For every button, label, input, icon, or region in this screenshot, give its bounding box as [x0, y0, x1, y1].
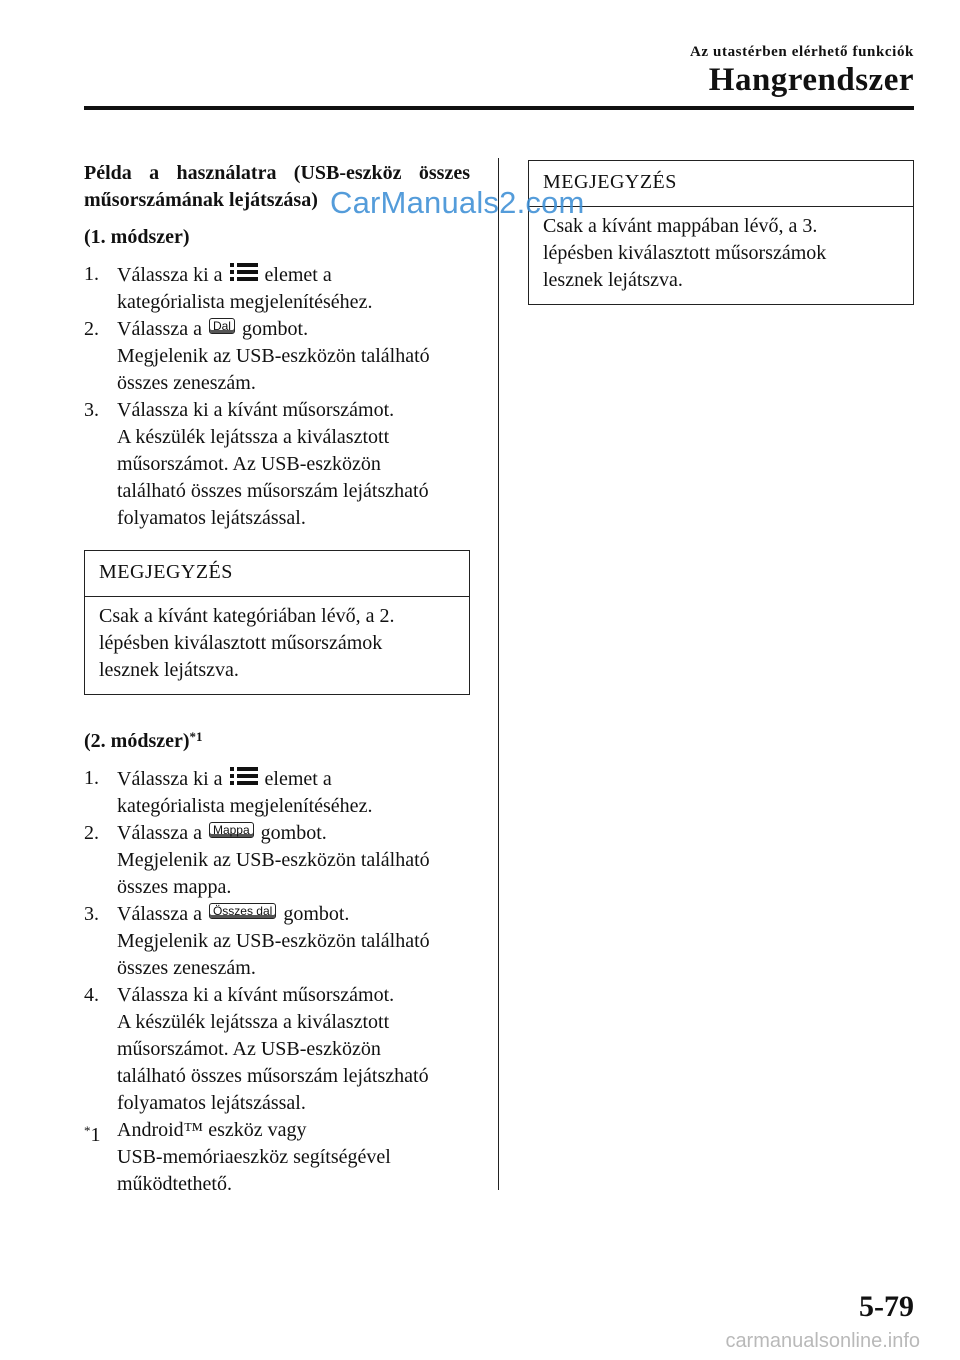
- note-line: Csak a kívánt mappában lévő, a 3.: [543, 215, 818, 237]
- footnote-line: USB-memóriaeszköz segítségével: [117, 1146, 391, 1168]
- step-line: található összes műsorszám lejátszható: [117, 1065, 429, 1087]
- step-first-line: Válassza ki a kívánt műsorszámot.: [117, 399, 395, 421]
- note-heading: MEGJEGYZÉS: [85, 551, 469, 597]
- step-number: 3.: [84, 399, 99, 421]
- step-line: kategórialista megjelenítéséhez.: [117, 795, 373, 817]
- list-icon: [229, 261, 259, 283]
- step-line: Megjelenik az USB-eszközön található: [117, 345, 430, 367]
- step-item: [84, 316, 470, 397]
- note-line: lépésben kiválasztott műsorszámok: [99, 632, 383, 654]
- step-first-line: Válassza ki a elemet a: [117, 261, 470, 289]
- step-first-line: Válassza a Dal gombot.: [117, 318, 309, 340]
- step-line: A készülék lejátssza a kiválasztott: [117, 426, 390, 448]
- step-item: [84, 765, 470, 820]
- ui-button-label: Összes dal: [209, 903, 276, 919]
- note-body: [85, 597, 469, 694]
- watermark: CarManuals2.com: [330, 185, 585, 220]
- step-line: kategórialista megjelenítéséhez.: [117, 291, 373, 313]
- step-number: 3.: [84, 903, 99, 925]
- step-line: Megjelenik az USB-eszközön található: [117, 849, 430, 871]
- step-line: összes mappa.: [117, 876, 232, 898]
- step-line: folyamatos lejátszással.: [117, 1092, 306, 1114]
- ui-button-label: Mappa: [209, 822, 254, 838]
- step-line: A készülék lejátssza a kiválasztott: [117, 1011, 390, 1033]
- step-number: 1.: [84, 767, 99, 789]
- step-first-line: Válassza ki a elemet a: [117, 765, 470, 793]
- note-heading: MEGJEGYZÉS: [529, 161, 913, 207]
- step-first-line: Válassza a Összes dal gombot.: [117, 903, 350, 925]
- step-item: [84, 982, 470, 1117]
- step-number: 1.: [84, 263, 99, 285]
- step-line: összes zeneszám.: [117, 957, 256, 979]
- note-line: lesznek lejátszva.: [99, 659, 239, 681]
- step-line: műsorszámot. Az USB-eszközön: [117, 1038, 381, 1060]
- step-item: [84, 820, 470, 901]
- step-number: 2.: [84, 318, 99, 340]
- step-item: [84, 397, 470, 532]
- header-title: Hangrendszer: [708, 62, 914, 98]
- example-title: Példa a használatra (USB-eszköz összes műsorszámának lejátszása): [84, 162, 470, 211]
- method2-heading: [84, 723, 470, 755]
- footnote-line: Android™ eszköz vagy: [117, 1119, 307, 1141]
- list-icon: [229, 765, 259, 787]
- step-line: található összes műsorszám lejátszható: [117, 480, 429, 502]
- note-line: lesznek lejátszva.: [543, 269, 683, 291]
- step-first-line: Válassza ki a kívánt műsorszámot.: [117, 984, 395, 1006]
- method1-heading: (1. módszer): [84, 226, 190, 248]
- page-number: 5-79: [859, 1290, 914, 1323]
- footnote-line: működtethető.: [117, 1173, 232, 1195]
- step-number: 2.: [84, 822, 99, 844]
- step-first-line: Válassza a Mappa gombot.: [117, 822, 327, 844]
- ui-button-label: Dal: [209, 318, 235, 334]
- step-line: folyamatos lejátszással.: [117, 507, 306, 529]
- step-item: [84, 261, 470, 316]
- step-number: 4.: [84, 984, 99, 1006]
- header-subtitle: Az utastérben elérhető funkciók: [690, 44, 914, 60]
- footnote-mark: *1: [84, 1123, 101, 1146]
- method2-heading-text: (2. módszer): [84, 730, 190, 752]
- note-line: Csak a kívánt kategóriában lévő, a 2.: [99, 605, 395, 627]
- method2-steps: [84, 765, 470, 1117]
- note-box-method1: [84, 550, 470, 695]
- step-line: műsorszámot. Az USB-eszközön: [117, 453, 381, 475]
- step-item: [84, 901, 470, 982]
- right-column: [528, 160, 914, 333]
- method1-steps: [84, 261, 470, 532]
- note-body: [529, 207, 913, 304]
- column-divider: [498, 158, 499, 1190]
- header-rule: [84, 106, 914, 110]
- left-column: [84, 160, 470, 1198]
- note-box-method2: [528, 160, 914, 305]
- step-line: összes zeneszám.: [117, 372, 256, 394]
- footnote: [84, 1117, 470, 1198]
- site-watermark: carmanualsonline.info: [725, 1330, 920, 1352]
- step-line: Megjelenik az USB-eszközön található: [117, 930, 430, 952]
- footnote-ref: *1: [189, 729, 203, 744]
- note-line: lépésben kiválasztott műsorszámok: [543, 242, 827, 264]
